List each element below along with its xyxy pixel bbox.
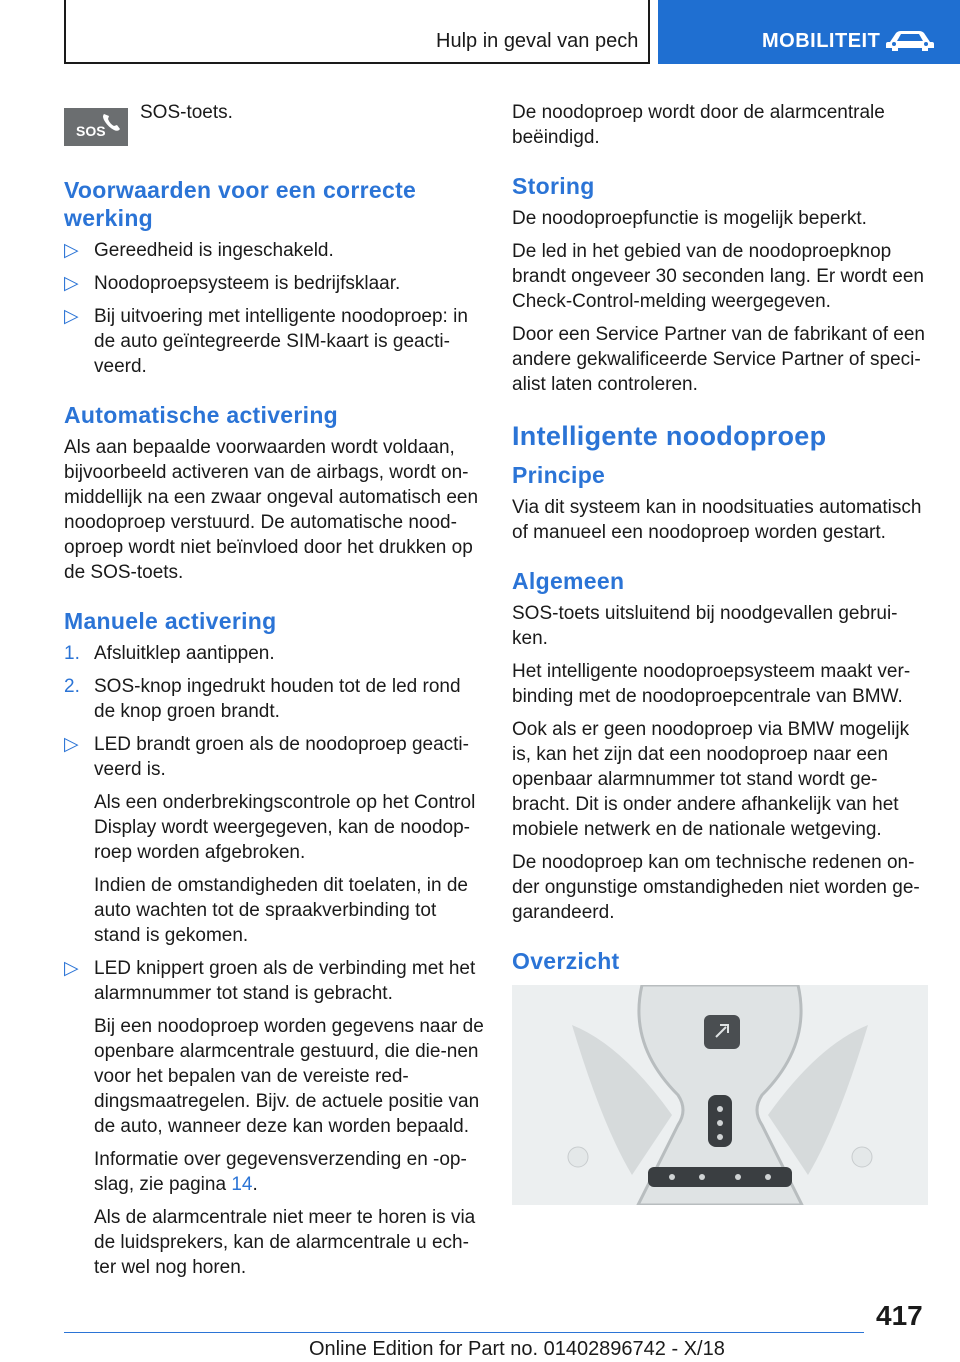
heading-fault: Storing	[512, 173, 595, 199]
left-column	[64, 100, 484, 1288]
chapter-tab[interactable]	[658, 0, 960, 64]
heading-overview: Overzicht	[512, 948, 620, 974]
step-number: 2.	[64, 676, 80, 697]
list-item: ▷ Gereedheid is ingeschakeld.	[64, 240, 334, 261]
triangle-bullet-icon: ▷	[64, 734, 79, 755]
step-number: 1.	[64, 643, 80, 664]
list-item: ▷ Noodoproepsysteem is bedrijfsklaar.	[64, 273, 401, 294]
sos-icon-text: SOS	[76, 123, 106, 139]
sos-caption-row	[64, 100, 484, 146]
heading-manual-activation: Manuele activering	[64, 608, 277, 634]
overhead-console-illustration	[512, 985, 928, 1205]
heading-principle: Principe	[512, 462, 606, 488]
paragraph-call-ended: De noodoproep wordt door de alarmcentrale beëindigd.	[512, 102, 885, 148]
section-title: Hulp in geval van pech	[436, 30, 639, 52]
triangle-bullet-icon: ▷	[64, 958, 79, 979]
right-column: De noodoproep wordt door de alarmcentrale beëindigd. Storing De noodoproepfunctie is mogelijk beperkt. De led in het gebied van de noodoproepknop brandt ongeveer 30 seconden lang. Er wordt een Check-Control-melding weergegeven. Door een Service Partner van de fabrikant of een andere gekwalificeerde Service Partner of speci-alist laten controleren. Intelligente noodoproep Principe Via dit systeem kan in noodsituaties automatisch of manueel een noodoproep worden gestart. Algemeen SOS-toets uitsluitend bij noodgevallen gebrui-ken. Het intelligente noodoproepsysteem maakt ver-binding met de noodoproepcentrale van BMW. Ook als er geen noodoproep via BMW mogelijk is, kan het zijn dat een noodoproep naar een openbaar alarmnummer tot stand wordt ge-bracht. Dit is onder andere afhankelijk van het mobiele netwerk en de nationale wetgeving. De noodoproep kan om technische redenen on-der ongunstige omstandigheden niet worden ge-garandeerd. Overzicht	[512, 100, 932, 1205]
header-rule-right	[648, 0, 650, 64]
list-item: ▷ LED brandt groen als de noodoproep geacti-veerd is. Als een onderbrekingscontrole op het Control Display wordt weergegeven, kan de noodop-roep worden afgebroken. Indien de omstandigheden dit toelaten, in de auto wachten tot de spraakverbinding tot stand is gekomen.	[64, 734, 476, 946]
page-reference-link[interactable]: 14	[231, 1174, 253, 1195]
heading-conditions: Voorwaarden voor een correcte werking	[64, 177, 417, 231]
triangle-bullet-icon: ▷	[64, 273, 79, 294]
list-item: 2. SOS-knop ingedrukt houden tot de led rond de knop groen brandt.	[64, 676, 461, 722]
footer-rule	[64, 1332, 864, 1333]
sos-caption: SOS-toets.	[140, 102, 233, 123]
paragraph-auto-activation: Als aan bepaalde voorwaarden wordt voldaan, bijvoorbeeld activeren van de airbags, wordt on-middellijk na een zwaar ongeval automatisch een noodoproep verstuurd. De automatische nood-oproep wordt niet beïnvloed door het drukken op de SOS-toets.	[64, 437, 479, 583]
heading-general: Algemeen	[512, 568, 625, 594]
heading-auto-activation: Automatische activering	[64, 402, 339, 428]
list-item: 1. Afsluitklep aantippen.	[64, 643, 275, 664]
heading-intelligent-call: Intelligente noodoproep	[512, 421, 827, 451]
list-item: ▷ LED knippert groen als de verbinding met het alarmnummer tot stand is gebracht. Bij een noodoproep worden gegevens naar de openbare alarmcentrale gestuurd, die die-nen voor het bepalen van de vereiste red-dingsmaatregelen. Bijv. de actuele positie van de auto, wanneer deze kan worden bepaald. Informatie over gegevensverzending en -op-slag, zie pagina 14. Als de alarmcentrale niet meer te horen is via de luidsprekers, kan de alarmcentrale u ech-ter wel nog horen.	[64, 958, 484, 1278]
triangle-bullet-icon: ▷	[64, 240, 79, 261]
triangle-bullet-icon: ▷	[64, 306, 79, 327]
list-item: ▷ Bij uitvoering met intelligente noodoproep: in de auto geïntegreerde SIM-kaart is geacti-veerd.	[64, 306, 468, 377]
header-rule-bottom	[64, 62, 650, 64]
chapter-tab-label: MOBILITEIT	[762, 30, 881, 52]
car-icon	[884, 28, 936, 54]
edition-footer: Online Edition for Part no. 01402896742 - X/18	[309, 1338, 725, 1360]
overhead-console-image	[512, 985, 928, 1205]
sos-button-icon	[64, 108, 128, 146]
header-rule-left	[64, 0, 66, 64]
page-number: 417	[876, 1300, 923, 1331]
